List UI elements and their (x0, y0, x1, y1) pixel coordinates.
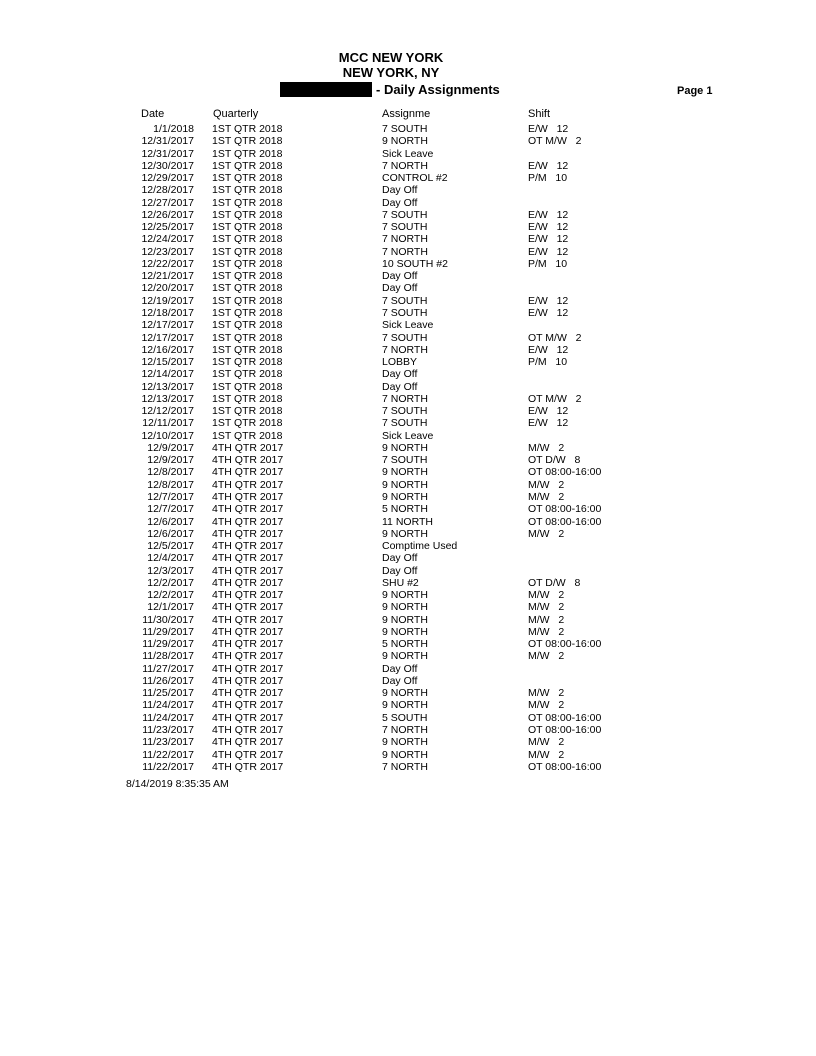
cell-quarter: 4TH QTR 2017 (212, 711, 284, 724)
cell-date: 11/24/2017 (142, 711, 194, 724)
cell-shift: M/W 2 (528, 490, 565, 503)
cell-assignment: Day Off (382, 282, 418, 295)
cell-shift: M/W 2 (528, 601, 565, 614)
cell-date: 12/6/2017 (147, 515, 194, 528)
table-row (0, 589, 816, 601)
column-header-quarterly: Quarterly (213, 108, 259, 120)
cell-shift: OT M/W 2 (528, 331, 582, 344)
cell-date: 12/30/2017 (141, 159, 194, 172)
table-row (0, 344, 816, 356)
cell-assignment: 7 SOUTH (382, 331, 428, 344)
cell-date: 11/23/2017 (142, 724, 194, 737)
cell-quarter: 1ST QTR 2018 (212, 135, 283, 148)
cell-quarter: 1ST QTR 2018 (212, 356, 283, 369)
table-row (0, 270, 816, 282)
cell-date: 12/17/2017 (141, 319, 194, 332)
cell-quarter: 4TH QTR 2017 (212, 650, 284, 663)
cell-shift: P/M 10 (528, 172, 568, 185)
cell-date: 12/31/2017 (141, 147, 194, 160)
cell-quarter: 4TH QTR 2017 (212, 736, 284, 749)
table-row (0, 736, 816, 748)
cell-shift: M/W 2 (528, 589, 565, 602)
cell-assignment: 5 NORTH (382, 503, 428, 516)
table-row (0, 368, 816, 380)
table-row (0, 307, 816, 319)
cell-assignment: Day Off (382, 380, 418, 393)
cell-assignment: 7 NORTH (382, 760, 428, 773)
cell-shift: P/M 10 (528, 257, 568, 270)
cell-assignment: 7 SOUTH (382, 123, 428, 135)
cell-date: 11/25/2017 (142, 687, 194, 700)
cell-date: 12/25/2017 (141, 221, 194, 234)
cell-quarter: 4TH QTR 2017 (212, 625, 284, 638)
cell-assignment: 9 NORTH (382, 466, 428, 479)
cell-date: 12/5/2017 (147, 540, 194, 553)
cell-quarter: 1ST QTR 2018 (212, 245, 283, 258)
cell-assignment: CONTROL #2 (382, 172, 448, 185)
cell-shift: M/W 2 (528, 650, 565, 663)
cell-shift: E/W 12 (528, 417, 569, 430)
table-row (0, 123, 816, 135)
table-row (0, 466, 816, 478)
cell-assignment: 9 NORTH (382, 135, 428, 148)
cell-quarter: 1ST QTR 2018 (212, 184, 283, 197)
cell-quarter: 1ST QTR 2018 (212, 380, 283, 393)
column-header-assignment: Assignme (382, 108, 431, 120)
table-row (0, 135, 816, 147)
cell-date: 12/22/2017 (141, 257, 194, 270)
table-row (0, 712, 816, 724)
cell-date: 12/10/2017 (141, 429, 194, 442)
cell-date: 11/28/2017 (142, 650, 194, 663)
table-row (0, 246, 816, 258)
cell-assignment: Comptime Used (382, 540, 458, 553)
cell-date: 12/13/2017 (141, 380, 194, 393)
table-row (0, 160, 816, 172)
cell-date: 12/26/2017 (141, 208, 194, 221)
table-row (0, 626, 816, 638)
cell-shift: OT 08:00-16:00 (528, 466, 602, 479)
cell-quarter: 1ST QTR 2018 (212, 233, 283, 246)
cell-assignment: Day Off (382, 674, 418, 687)
cell-quarter: 1ST QTR 2018 (212, 123, 283, 135)
cell-date: 12/14/2017 (141, 368, 194, 381)
cell-assignment: SHU #2 (382, 576, 419, 589)
cell-quarter: 1ST QTR 2018 (212, 208, 283, 221)
table-row (0, 442, 816, 454)
cell-date: 12/13/2017 (141, 392, 194, 405)
cell-quarter: 1ST QTR 2018 (212, 319, 283, 332)
cell-assignment: 9 NORTH (382, 478, 428, 491)
table-row (0, 184, 816, 196)
cell-date: 12/9/2017 (147, 441, 194, 454)
cell-date: 12/12/2017 (141, 405, 194, 418)
cell-shift: OT D/W 8 (528, 576, 581, 589)
table-row (0, 282, 816, 294)
cell-assignment: 5 NORTH (382, 638, 428, 651)
table-row (0, 724, 816, 736)
cell-assignment: 9 NORTH (382, 650, 428, 663)
table-row (0, 381, 816, 393)
cell-quarter: 4TH QTR 2017 (212, 466, 284, 479)
cell-quarter: 1ST QTR 2018 (212, 172, 283, 185)
cell-assignment: 7 SOUTH (382, 417, 428, 430)
cell-assignment: 7 SOUTH (382, 208, 428, 221)
cell-assignment: 11 NORTH (382, 515, 433, 528)
cell-assignment: 9 NORTH (382, 736, 428, 749)
cell-quarter: 4TH QTR 2017 (212, 674, 284, 687)
column-header-shift: Shift (528, 108, 551, 120)
cell-date: 12/6/2017 (147, 527, 194, 540)
cell-assignment: 10 SOUTH #2 (382, 257, 448, 270)
cell-quarter: 1ST QTR 2018 (212, 368, 283, 381)
cell-quarter: 1ST QTR 2018 (212, 343, 283, 356)
cell-quarter: 4TH QTR 2017 (212, 441, 284, 454)
cell-quarter: 1ST QTR 2018 (212, 331, 283, 344)
cell-date: 12/4/2017 (147, 552, 194, 565)
facility-name: MCC NEW YORK (338, 50, 444, 65)
cell-shift: M/W 2 (528, 699, 565, 712)
cell-quarter: 1ST QTR 2018 (212, 196, 283, 209)
table-row (0, 528, 816, 540)
cell-quarter: 1ST QTR 2018 (212, 221, 283, 234)
cell-date: 12/29/2017 (141, 172, 194, 185)
cell-quarter: 4TH QTR 2017 (212, 724, 284, 737)
cell-assignment: Day Off (382, 184, 418, 197)
cell-quarter: 4TH QTR 2017 (212, 613, 284, 626)
cell-assignment: 9 NORTH (382, 699, 428, 712)
cell-shift: P/M 10 (528, 356, 568, 369)
cell-date: 12/19/2017 (141, 294, 194, 307)
cell-assignment: 5 SOUTH (382, 711, 428, 724)
table-row (0, 430, 816, 442)
print-timestamp: 8/14/2019 8:35:35 AM (126, 778, 229, 790)
cell-quarter: 4TH QTR 2017 (212, 540, 284, 553)
cell-date: 11/29/2017 (142, 625, 194, 638)
cell-date: 12/3/2017 (147, 564, 194, 577)
cell-shift: E/W 12 (528, 123, 569, 135)
table-row (0, 221, 816, 233)
cell-date: 12/31/2017 (141, 135, 194, 148)
cell-assignment: 7 SOUTH (382, 306, 428, 319)
cell-assignment: 9 NORTH (382, 748, 428, 761)
cell-assignment: Day Off (382, 662, 418, 675)
cell-shift: M/W 2 (528, 527, 565, 540)
table-row (0, 148, 816, 160)
cell-shift: OT 08:00-16:00 (528, 503, 602, 516)
table-row (0, 356, 816, 368)
table-row (0, 638, 816, 650)
cell-quarter: 1ST QTR 2018 (212, 257, 283, 270)
cell-assignment: Day Off (382, 270, 418, 283)
table-row (0, 503, 816, 515)
page-number: Page 1 (677, 85, 713, 97)
cell-assignment: 7 NORTH (382, 724, 428, 737)
cell-assignment: 7 SOUTH (382, 221, 428, 234)
cell-shift: M/W 2 (528, 478, 565, 491)
cell-quarter: 4TH QTR 2017 (212, 454, 284, 467)
cell-shift: M/W 2 (528, 736, 565, 749)
cell-date: 11/24/2017 (142, 699, 194, 712)
cell-shift: M/W 2 (528, 441, 565, 454)
table-row (0, 491, 816, 503)
table-row (0, 172, 816, 184)
cell-shift: M/W 2 (528, 625, 565, 638)
cell-date: 12/8/2017 (147, 466, 194, 479)
cell-assignment: 7 NORTH (382, 343, 428, 356)
cell-quarter: 1ST QTR 2018 (212, 282, 283, 295)
cell-assignment: 7 SOUTH (382, 294, 428, 307)
cell-quarter: 1ST QTR 2018 (212, 270, 283, 283)
cell-date: 12/23/2017 (141, 245, 194, 258)
cell-date: 1/1/2018 (153, 123, 194, 135)
table-row (0, 687, 816, 699)
cell-date: 12/21/2017 (141, 270, 194, 283)
cell-assignment: 9 NORTH (382, 687, 428, 700)
cell-date: 12/2/2017 (147, 589, 194, 602)
cell-quarter: 4TH QTR 2017 (212, 589, 284, 602)
cell-date: 12/18/2017 (141, 306, 194, 319)
cell-quarter: 1ST QTR 2018 (212, 147, 283, 160)
cell-shift: OT M/W 2 (528, 392, 582, 405)
cell-shift: M/W 2 (528, 613, 565, 626)
cell-date: 12/8/2017 (147, 478, 194, 491)
cell-shift: E/W 12 (528, 159, 569, 172)
cell-quarter: 4TH QTR 2017 (212, 748, 284, 761)
table-row (0, 650, 816, 662)
assignment-table (0, 123, 816, 773)
cell-shift: E/W 12 (528, 245, 569, 258)
table-row (0, 614, 816, 626)
table-row (0, 749, 816, 761)
cell-assignment: Day Off (382, 196, 418, 209)
cell-assignment: Sick Leave (382, 319, 434, 332)
table-row (0, 209, 816, 221)
cell-quarter: 4TH QTR 2017 (212, 478, 284, 491)
cell-quarter: 1ST QTR 2018 (212, 306, 283, 319)
cell-quarter: 1ST QTR 2018 (212, 417, 283, 430)
cell-shift: E/W 12 (528, 343, 569, 356)
cell-shift: E/W 12 (528, 294, 569, 307)
cell-shift: E/W 12 (528, 221, 569, 234)
cell-assignment: 9 NORTH (382, 441, 428, 454)
cell-assignment: 9 NORTH (382, 589, 428, 602)
cell-shift: OT 08:00-16:00 (528, 711, 602, 724)
cell-date: 12/27/2017 (141, 196, 194, 209)
cell-quarter: 4TH QTR 2017 (212, 564, 284, 577)
cell-shift: OT 08:00-16:00 (528, 638, 602, 651)
cell-assignment: 7 NORTH (382, 392, 428, 405)
redaction-block (280, 82, 372, 97)
cell-date: 12/7/2017 (147, 490, 194, 503)
cell-shift: OT 08:00-16:00 (528, 515, 602, 528)
table-row (0, 332, 816, 344)
cell-quarter: 1ST QTR 2018 (212, 392, 283, 405)
table-row (0, 417, 816, 429)
table-row (0, 601, 816, 613)
cell-shift: OT M/W 2 (528, 135, 582, 148)
table-row (0, 577, 816, 589)
cell-assignment: LOBBY (382, 356, 418, 369)
cell-date: 12/16/2017 (141, 343, 194, 356)
cell-quarter: 4TH QTR 2017 (212, 687, 284, 700)
cell-quarter: 1ST QTR 2018 (212, 294, 283, 307)
table-row (0, 516, 816, 528)
cell-quarter: 4TH QTR 2017 (212, 760, 284, 773)
cell-assignment: 7 SOUTH (382, 454, 428, 467)
cell-assignment: 9 NORTH (382, 613, 428, 626)
table-row (0, 197, 816, 209)
cell-date: 12/20/2017 (141, 282, 194, 295)
report-title-text: - Daily Assignments (376, 82, 500, 97)
report-title (280, 82, 500, 98)
table-row (0, 675, 816, 687)
cell-date: 11/22/2017 (142, 760, 194, 773)
cell-date: 12/24/2017 (141, 233, 194, 246)
table-row (0, 233, 816, 245)
table-row (0, 761, 816, 773)
cell-assignment: 9 NORTH (382, 625, 428, 638)
cell-shift: M/W 2 (528, 687, 565, 700)
cell-assignment: 9 NORTH (382, 527, 428, 540)
table-row (0, 405, 816, 417)
cell-assignment: Day Off (382, 564, 418, 577)
cell-date: 11/29/2017 (142, 638, 194, 651)
column-header-date: Date (141, 108, 165, 120)
cell-quarter: 1ST QTR 2018 (212, 159, 283, 172)
table-row (0, 393, 816, 405)
cell-assignment: 7 NORTH (382, 159, 428, 172)
cell-quarter: 4TH QTR 2017 (212, 490, 284, 503)
table-row (0, 295, 816, 307)
cell-assignment: Day Off (382, 368, 418, 381)
cell-date: 11/23/2017 (142, 736, 194, 749)
cell-shift: E/W 12 (528, 306, 569, 319)
cell-quarter: 1ST QTR 2018 (212, 405, 283, 418)
cell-date: 12/2/2017 (147, 576, 194, 589)
cell-assignment: 7 SOUTH (382, 405, 428, 418)
cell-date: 12/28/2017 (141, 184, 194, 197)
table-row (0, 552, 816, 564)
cell-quarter: 4TH QTR 2017 (212, 662, 284, 675)
cell-assignment: Sick Leave (382, 429, 434, 442)
cell-quarter: 4TH QTR 2017 (212, 527, 284, 540)
table-row (0, 699, 816, 711)
cell-quarter: 4TH QTR 2017 (212, 503, 284, 516)
cell-quarter: 4TH QTR 2017 (212, 601, 284, 614)
table-row (0, 540, 816, 552)
cell-date: 11/27/2017 (142, 662, 194, 675)
cell-shift: OT 08:00-16:00 (528, 724, 602, 737)
cell-shift: OT D/W 8 (528, 454, 581, 467)
cell-assignment: 9 NORTH (382, 490, 428, 503)
cell-assignment: Day Off (382, 552, 418, 565)
cell-quarter: 4TH QTR 2017 (212, 576, 284, 589)
cell-date: 12/9/2017 (147, 454, 194, 467)
table-row (0, 319, 816, 331)
cell-date: 12/1/2017 (147, 601, 194, 614)
table-row (0, 454, 816, 466)
table-row (0, 663, 816, 675)
cell-date: 12/11/2017 (142, 417, 194, 430)
table-row (0, 258, 816, 270)
table-row (0, 479, 816, 491)
cell-quarter: 1ST QTR 2018 (212, 429, 283, 442)
cell-date: 12/15/2017 (141, 356, 194, 369)
cell-assignment: 7 NORTH (382, 233, 428, 246)
cell-assignment: 7 NORTH (382, 245, 428, 258)
cell-shift: OT 08:00-16:00 (528, 760, 602, 773)
cell-shift: E/W 12 (528, 405, 569, 418)
cell-date: 12/7/2017 (147, 503, 194, 516)
cell-date: 11/26/2017 (142, 674, 194, 687)
cell-quarter: 4TH QTR 2017 (212, 515, 284, 528)
cell-assignment: Sick Leave (382, 147, 434, 160)
cell-date: 11/30/2017 (142, 613, 194, 626)
cell-date: 12/17/2017 (141, 331, 194, 344)
cell-quarter: 4TH QTR 2017 (212, 699, 284, 712)
cell-quarter: 4TH QTR 2017 (212, 638, 284, 651)
cell-shift: M/W 2 (528, 748, 565, 761)
cell-assignment: 9 NORTH (382, 601, 428, 614)
facility-location: NEW YORK, NY (342, 65, 440, 80)
cell-quarter: 4TH QTR 2017 (212, 552, 284, 565)
cell-shift: E/W 12 (528, 208, 569, 221)
cell-shift: E/W 12 (528, 233, 569, 246)
table-row (0, 565, 816, 577)
cell-date: 11/22/2017 (142, 748, 194, 761)
